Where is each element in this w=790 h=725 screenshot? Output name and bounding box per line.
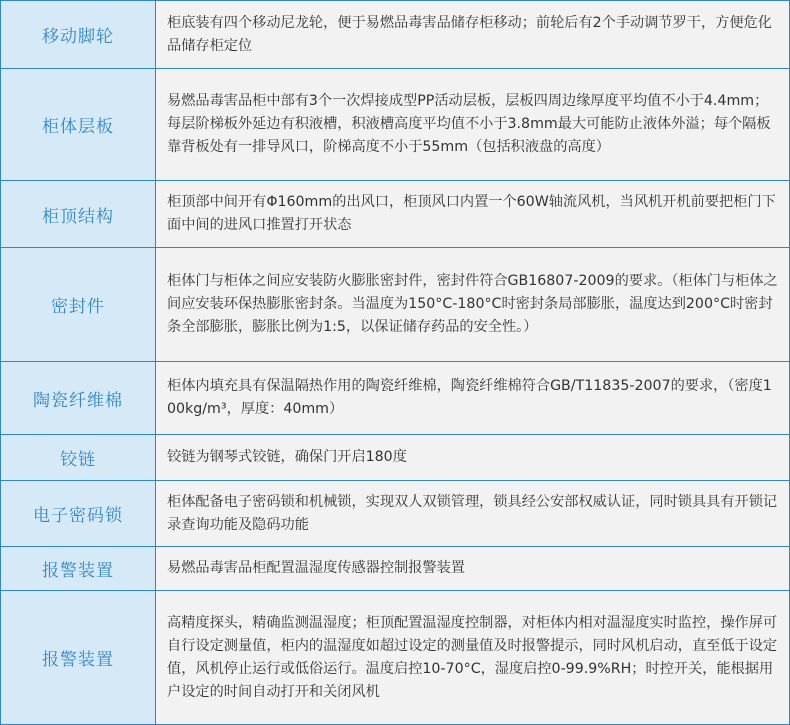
row-value: 易燃品毒害品柜配置温湿度传感器控制报警装置 xyxy=(156,547,790,591)
row-label: 电子密码锁 xyxy=(1,481,156,547)
table-row xyxy=(1,1,790,69)
row-label: 铰链 xyxy=(1,435,156,481)
table-row xyxy=(1,547,790,591)
row-value: 柜体内填充具有保温隔热作用的陶瓷纤维棉，陶瓷纤维棉符合GB/T11835-2007的要求，（密度100kg/m³，厚度：40mm） xyxy=(156,362,790,435)
row-label: 柜顶结构 xyxy=(1,181,156,248)
row-value: 铰链为钢琴式铰链，确保门开启180度 xyxy=(156,435,790,481)
table-row xyxy=(1,69,790,181)
table-row xyxy=(1,181,790,248)
table-row xyxy=(1,362,790,435)
row-value: 柜体配备电子密码锁和机械锁，实现双人双锁管理，锁具经公安部权威认证，同时锁具具有开锁记录查询功能及隐码功能 xyxy=(156,481,790,547)
row-label: 报警装置 xyxy=(1,591,156,725)
row-label: 陶瓷纤维棉 xyxy=(1,362,156,435)
row-value: 柜体门与柜体之间应安装防火膨胀密封件，密封件符合GB16807-2009的要求。（柜体门与柜体之间应安装环保热膨胀密封条。当温度为150°C-180°C时密封条局部膨胀，温度达到200°C时密封条全部膨胀，膨胀比例为1:5，以保证储存药品的安全性。） xyxy=(156,248,790,362)
row-label: 移动脚轮 xyxy=(1,1,156,69)
row-value: 柜底装有四个移动尼龙轮，便于易燃品毒害品储存柜移动；前轮后有2个手动调节罗干，方便危化品储存柜定位 xyxy=(156,1,790,69)
table-row xyxy=(1,481,790,547)
table-row xyxy=(1,435,790,481)
row-label: 柜体层板 xyxy=(1,69,156,181)
table-row xyxy=(1,248,790,362)
row-value: 高精度探头，精确监测温湿度；柜顶配置温湿度控制器，对柜体内相对温湿度实时监控，操作屏可自行设定测量值，柜内的温湿度如超过设定的测量值及时报警提示，同时风机启动，直至低于设定值，风机停止运行或低俗运行。温度启控10-70°C，湿度启控0-99.9%RH；时控开关，能根据用户设定的时间自动打开和关闭风机 xyxy=(156,591,790,725)
row-value: 易燃品毒害品柜中部有3个一次焊接成型PP活动层板，层板四周边缘厚度平均值不小于4.4mm；每层阶梯板外延边有积液槽，积液槽高度平均值不小于3.8mm最大可能防止液体外溢；每个隔板靠背板处有一排导风口，阶梯高度不小于55mm（包括积液盘的高度） xyxy=(156,69,790,181)
table-row xyxy=(1,591,790,725)
row-value: 柜顶部中间开有Φ160mm的出风口，柜顶风口内置一个60W轴流风机，当风机开机前要把柜门下面中间的进风口推置打开状态 xyxy=(156,181,790,248)
row-label: 报警装置 xyxy=(1,547,156,591)
row-label: 密封件 xyxy=(1,248,156,362)
